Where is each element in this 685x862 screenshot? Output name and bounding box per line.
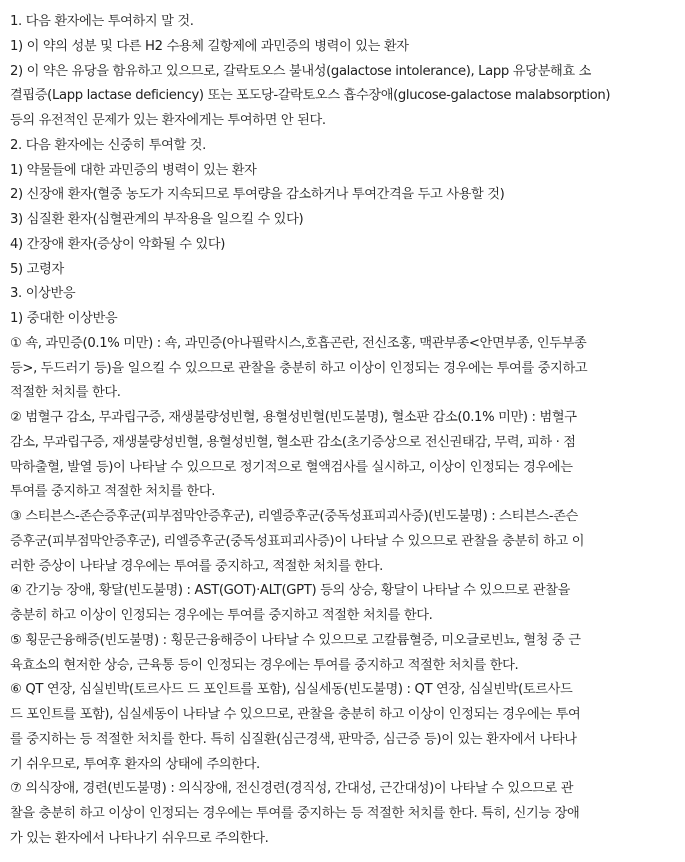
text-line: 를 중지하는 등 적절한 처치를 한다. 특히 심질환(심근경색, 판막증, 심근증 등)이 있는 환자에서 나타나 xyxy=(10,731,577,747)
section-3-heading: 3. 이상반응 xyxy=(10,286,76,302)
text-line: 4) 간장애 환자(증상이 악화될 수 있다) xyxy=(10,236,226,252)
text-line: 결핍증(Lapp lactase deficiency) 또는 포도당-갈락토오스 흡수장애(glucose-galactose malabsorption) xyxy=(10,88,611,104)
text-line: 막하출혈, 발열 등)이 나타날 수 있으므로 정기적으로 혈액검사를 실시하고, 이상이 인정되는 경우에는 xyxy=(10,459,573,475)
text-line: ⑥ QT 연장, 심실빈박(토르사드 드 포인트를 포함), 심실세동(빈도불명) : QT 연장, 심실빈박(토르사드 xyxy=(10,682,573,698)
text-line: ④ 간기능 장애, 황달(빈도불명) : AST(GOT)·ALT(GPT) 등의 상승, 황달이 나타날 수 있으므로 관찰을 xyxy=(10,583,570,599)
text-line: 1) 이 약의 성분 및 다른 H2 수용체 길항제에 과민증의 병력이 있는 환자 xyxy=(10,38,409,54)
text-line: 적절한 처치를 한다. xyxy=(10,385,121,401)
text-line: 2) 신장애 환자(혈중 농도가 지속되므로 투여량을 감소하거나 투여간격을 두고 사용할 것) xyxy=(10,187,505,203)
text-line: 등의 유전적인 문제가 있는 환자에게는 투여하면 안 된다. xyxy=(10,113,326,128)
text-line: ⑦ 의식장애, 경련(빈도불명) : 의식장애, 전신경련(경직성, 간대성, 근간대성)이 나타날 수 있으므로 관 xyxy=(10,781,574,797)
text-line: 드 포인트를 포함), 심실세동이 나타날 수 있으므로, 관찰을 충분히 하고 이상이 인정되는 경우에는 투여 xyxy=(10,707,581,722)
text-line: ③ 스티븐스-존슨증후군(피부점막안증후군), 리엘증후군(중독성표피괴사증)(빈도불명) : 스티븐스-존슨 xyxy=(10,509,578,524)
text-line: 2) 이 약은 유당을 함유하고 있으므로, 갈락토오스 불내성(galactose intolerance), Lapp 유당분해효 소 xyxy=(10,63,591,79)
text-line: ② 범혈구 감소, 무과립구증, 재생불량성빈혈, 용혈성빈혈(빈도불명), 혈소판 감소(0.1% 미만) : 범혈구 xyxy=(10,410,577,425)
section-2-heading: 2. 다음 환자에는 신중히 투여할 것. xyxy=(10,137,206,153)
text-line: 3) 심질환 환자(심혈관계의 부작용을 일으킬 수 있다) xyxy=(10,212,304,227)
section-1-heading: 1. 다음 환자에는 투여하지 말 것. xyxy=(10,14,194,29)
text-line: 증후군(피부점막안증후군), 리엘증후군(중독성표피괴사증)이 나타날 수 있으므로 관찰을 충분히 하고 이 xyxy=(10,533,585,549)
subsection-heading: 1) 중대한 이상반응 xyxy=(10,311,118,326)
text-line: 등>, 두드러기 등)을 일으킬 수 있으므로 관찰을 충분히 하고 이상이 인정되는 경우에는 투여를 중지하고 xyxy=(10,360,588,376)
text-line: 투여를 중지하고 적절한 처치를 한다. xyxy=(10,484,216,500)
text-line: 기 쉬우므로, 투여후 환자의 상태에 주의한다. xyxy=(10,756,260,772)
text-line: 1) 약물들에 대한 과민증의 병력이 있는 환자 xyxy=(10,162,257,178)
text-line: 가 있는 환자에서 나타나기 쉬우므로 주의한다. xyxy=(10,830,269,846)
text-line: 찰을 충분히 하고 이상이 인정되는 경우에는 투여를 중지하는 등 적절한 처치를 한다. 특히, 신기능 장애 xyxy=(10,806,580,821)
text-line: ⑤ 횡문근융해증(빈도불명) : 횡문근융해증이 나타날 수 있으므로 고칼륨혈증, 미오글로빈뇨, 혈청 중 근 xyxy=(10,632,581,648)
text-line: 충분히 하고 이상이 인정되는 경우에는 투여를 중지하고 적절한 처치를 한다. xyxy=(10,608,433,623)
text-line: ① 쇽, 과민증(0.1% 미만) : 쇽, 과민증(아나필락시스,호흡곤란, 전신조홍, 맥관부종<안면부종, 인두부종 xyxy=(10,335,587,351)
text-line: 러한 증상이 나타날 경우에는 투여를 중지하고, 적절한 처치를 한다. xyxy=(10,558,383,574)
text-line: 감소, 무과립구증, 재생불량성빈혈, 용혈성빈혈, 혈소판 감소(초기증상으로 전신권태감, 무력, 피하 · 점 xyxy=(10,434,576,450)
text-line: 5) 고령자 xyxy=(10,261,64,277)
text-line: 육효소의 현저한 상승, 근육통 등이 인정되는 경우에는 투여를 중지하고 적절한 처치를 한다. xyxy=(10,657,519,673)
